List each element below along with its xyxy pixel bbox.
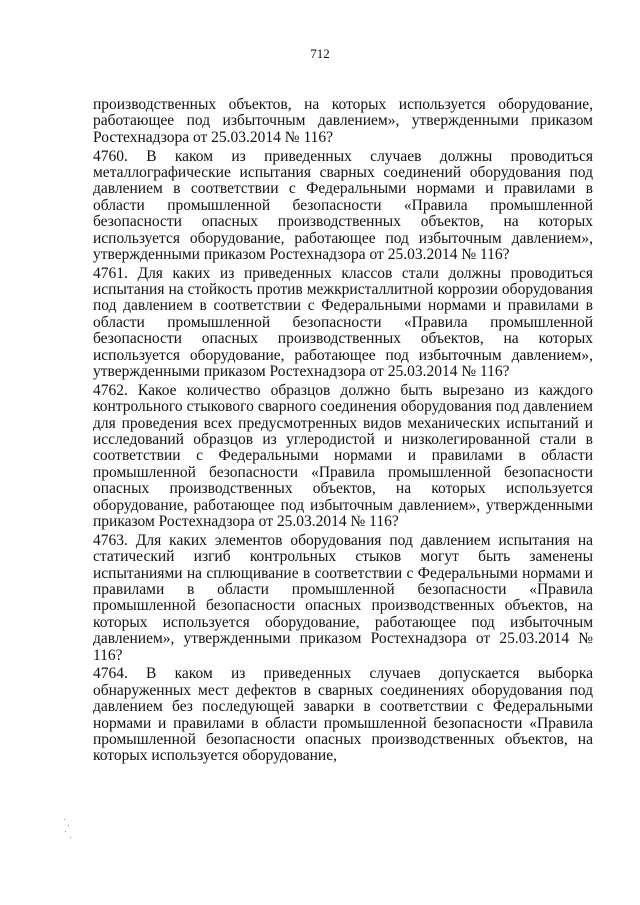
scan-speck-marks [62, 818, 74, 842]
page-number: 712 [310, 46, 330, 61]
question-4764: 4764. В каком из приведенных случаев допускается выборка обнаруженных мест дефектов в сварных соединениях оборудования под давлением без последующей заварки в соответствии с Федеральными нормами и правилами в области промышленной безопасности «Правила промышленной безопасности опасных производственных объектов, на которых используется оборудование, [93, 665, 593, 765]
document-body [93, 97, 593, 767]
question-4761: 4761. Для каких из приведенных классов стали должны проводиться испытания на стойкость против межкристаллитной коррозии оборудования под давлением в соответствии с Федеральными нормами и правилами в области промышленной безопасности «Правила промышленной безопасности опасных производственных объектов, на которых используется оборудование, работающее под избыточным давлением», утвержденными приказом Ростехнадзора от 25.03.2014 № 116? [93, 264, 593, 381]
question-continuation: производственных объектов, на которых используется оборудование, работающее под избыточным давлением», утвержденными приказом Ростехнадзора от 25.03.2014 № 116? [93, 96, 593, 146]
question-4760: 4760. В каком из приведенных случаев должны проводиться металлографические испытания сварных соединений оборудования под давлением в соответствии с Федеральными нормами и правилами в области промышленной безопасности «Правила промышленной безопасности опасных производственных объектов, на которых используется оборудование, работающее под избыточным давлением», утвержденными приказом Ростехнадзора от 25.03.2014 № 116? [93, 147, 593, 263]
question-4762: 4762. Какое количество образцов должно быть вырезано из каждого контрольного стыкового сварного соединения оборудования под давлением для проведения всех предусмотренных видов механических испытаний и исследований образцов из углеродистой и низколегированной стали в соответствии с Федеральными нормами и правилами в области промышленной безопасности «Правила промышленной безопасности опасных производственных объектов, на которых используется оборудование, работающее под избыточным давлением», утвержденными приказом Ростехнадзора от 25.03.2014 № 116? [93, 381, 593, 531]
question-4763: 4763. Для каких элементов оборудования под давлением испытания на статический изгиб контрольных стыков могут быть заменены испытаниями на сплющивание в соответствии с Федеральными нормами и правилами в области промышленной безопасности «Правила промышленной безопасности опасных производственных объектов, на которых используется оборудование, работающее под избыточным давлением», утвержденными приказом Ростехнадзора от 25.03.2014 № 116? [93, 531, 593, 664]
